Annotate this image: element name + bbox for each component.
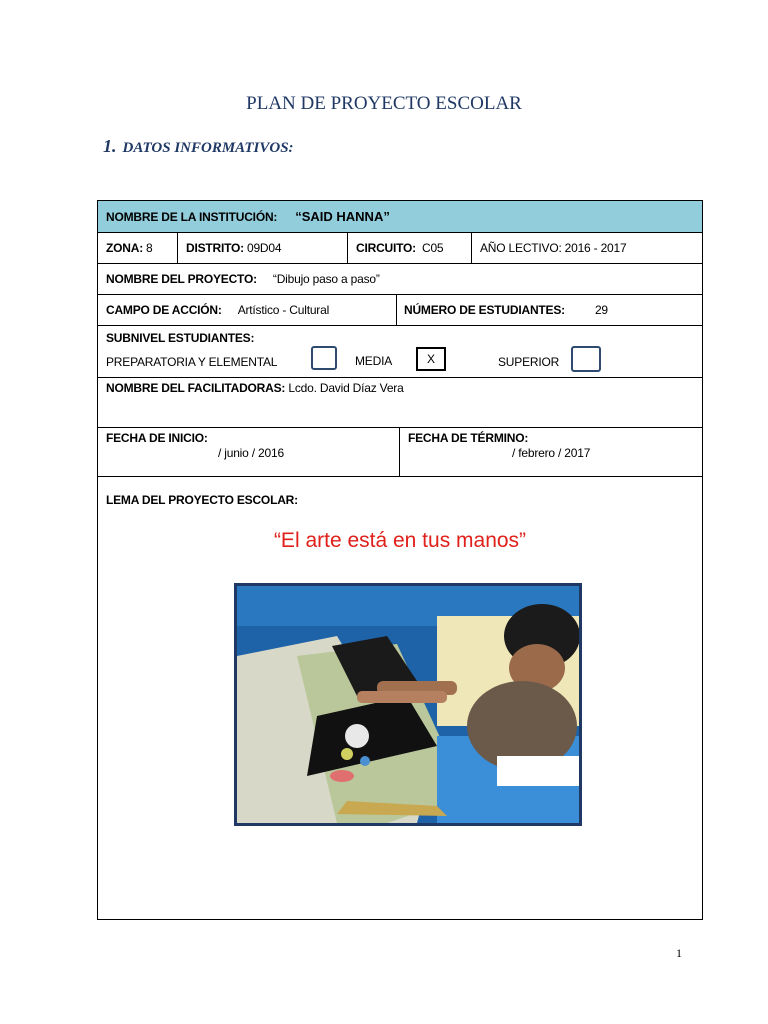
circuito-label: CIRCUITO: xyxy=(356,241,416,255)
section-label: DATOS INFORMATIVOS: xyxy=(122,140,294,156)
facilitador-label: NOMBRE DEL FACILITADORAS: xyxy=(106,381,286,395)
estudiantes-cell xyxy=(397,295,702,325)
checkbox-media[interactable]: X xyxy=(416,347,446,371)
photo-illustration xyxy=(237,586,579,823)
checkbox-preparatoria[interactable] xyxy=(311,346,337,370)
project-form xyxy=(97,200,703,920)
estudiantes-label: NÚMERO DE ESTUDIANTES: xyxy=(404,303,565,317)
page-number: 1 xyxy=(676,946,682,960)
campo-label: CAMPO DE ACCIÓN: xyxy=(106,303,222,317)
subnivel-label: SUBNIVEL ESTUDIANTES: xyxy=(106,331,255,345)
inicio-cell xyxy=(98,428,400,476)
campo-value: Artístico - Cultural xyxy=(237,303,330,317)
distrito-label: DISTRITO: xyxy=(186,241,244,255)
project-value: “Dibujo paso a paso” xyxy=(272,272,380,286)
subnivel-option-media: MEDIA xyxy=(355,354,393,368)
institution-label: NOMBRE DE LA INSTITUCIÓN: xyxy=(106,209,278,224)
subnivel-option-preparatoria: PREPARATORIA Y ELEMENTAL xyxy=(106,355,278,369)
document-title: PLAN DE PROYECTO ESCOLAR xyxy=(246,93,522,114)
distrito-cell xyxy=(178,233,348,263)
anio-value: 2016 - 2017 xyxy=(564,241,627,255)
zona-value: 8 xyxy=(146,241,153,255)
project-row xyxy=(98,264,702,295)
inicio-value: / junio / 2016 xyxy=(218,446,284,460)
circuito-value: C05 xyxy=(421,241,444,255)
circuito-cell xyxy=(348,233,472,263)
dates-row xyxy=(98,428,702,477)
inicio-label: FECHA DE INICIO: xyxy=(106,431,208,445)
institution-row xyxy=(98,201,702,233)
subnivel-row xyxy=(98,326,702,378)
facilitador-value: Lcdo. David Díaz Vera xyxy=(288,381,404,395)
distrito-value: 09D04 xyxy=(246,241,282,255)
subnivel-option-superior: SUPERIOR xyxy=(498,355,560,369)
checkbox-superior[interactable] xyxy=(571,346,601,372)
location-row xyxy=(98,233,702,264)
estudiantes-value: 29 xyxy=(594,303,608,317)
students-drawing-photo xyxy=(234,583,582,826)
lema-label: LEMA DEL PROYECTO ESCOLAR: xyxy=(106,493,298,507)
institution-value: “SAID HANNA” xyxy=(295,209,390,224)
anio-cell xyxy=(472,233,702,263)
section-number: 1. xyxy=(103,136,117,156)
anio-label: AÑO LECTIVO: xyxy=(480,241,562,255)
zona-cell xyxy=(98,233,178,263)
campo-cell xyxy=(98,295,397,325)
project-label: NOMBRE DEL PROYECTO: xyxy=(106,272,257,286)
termino-value: / febrero / 2017 xyxy=(512,446,591,460)
termino-cell xyxy=(400,428,702,476)
lema-value: “El arte está en tus manos” xyxy=(273,529,527,552)
section-heading xyxy=(103,136,294,157)
facilitador-row xyxy=(98,378,702,428)
termino-label: FECHA DE TÉRMINO: xyxy=(408,431,529,445)
zona-label: ZONA: xyxy=(106,241,143,255)
campo-row xyxy=(98,295,702,326)
